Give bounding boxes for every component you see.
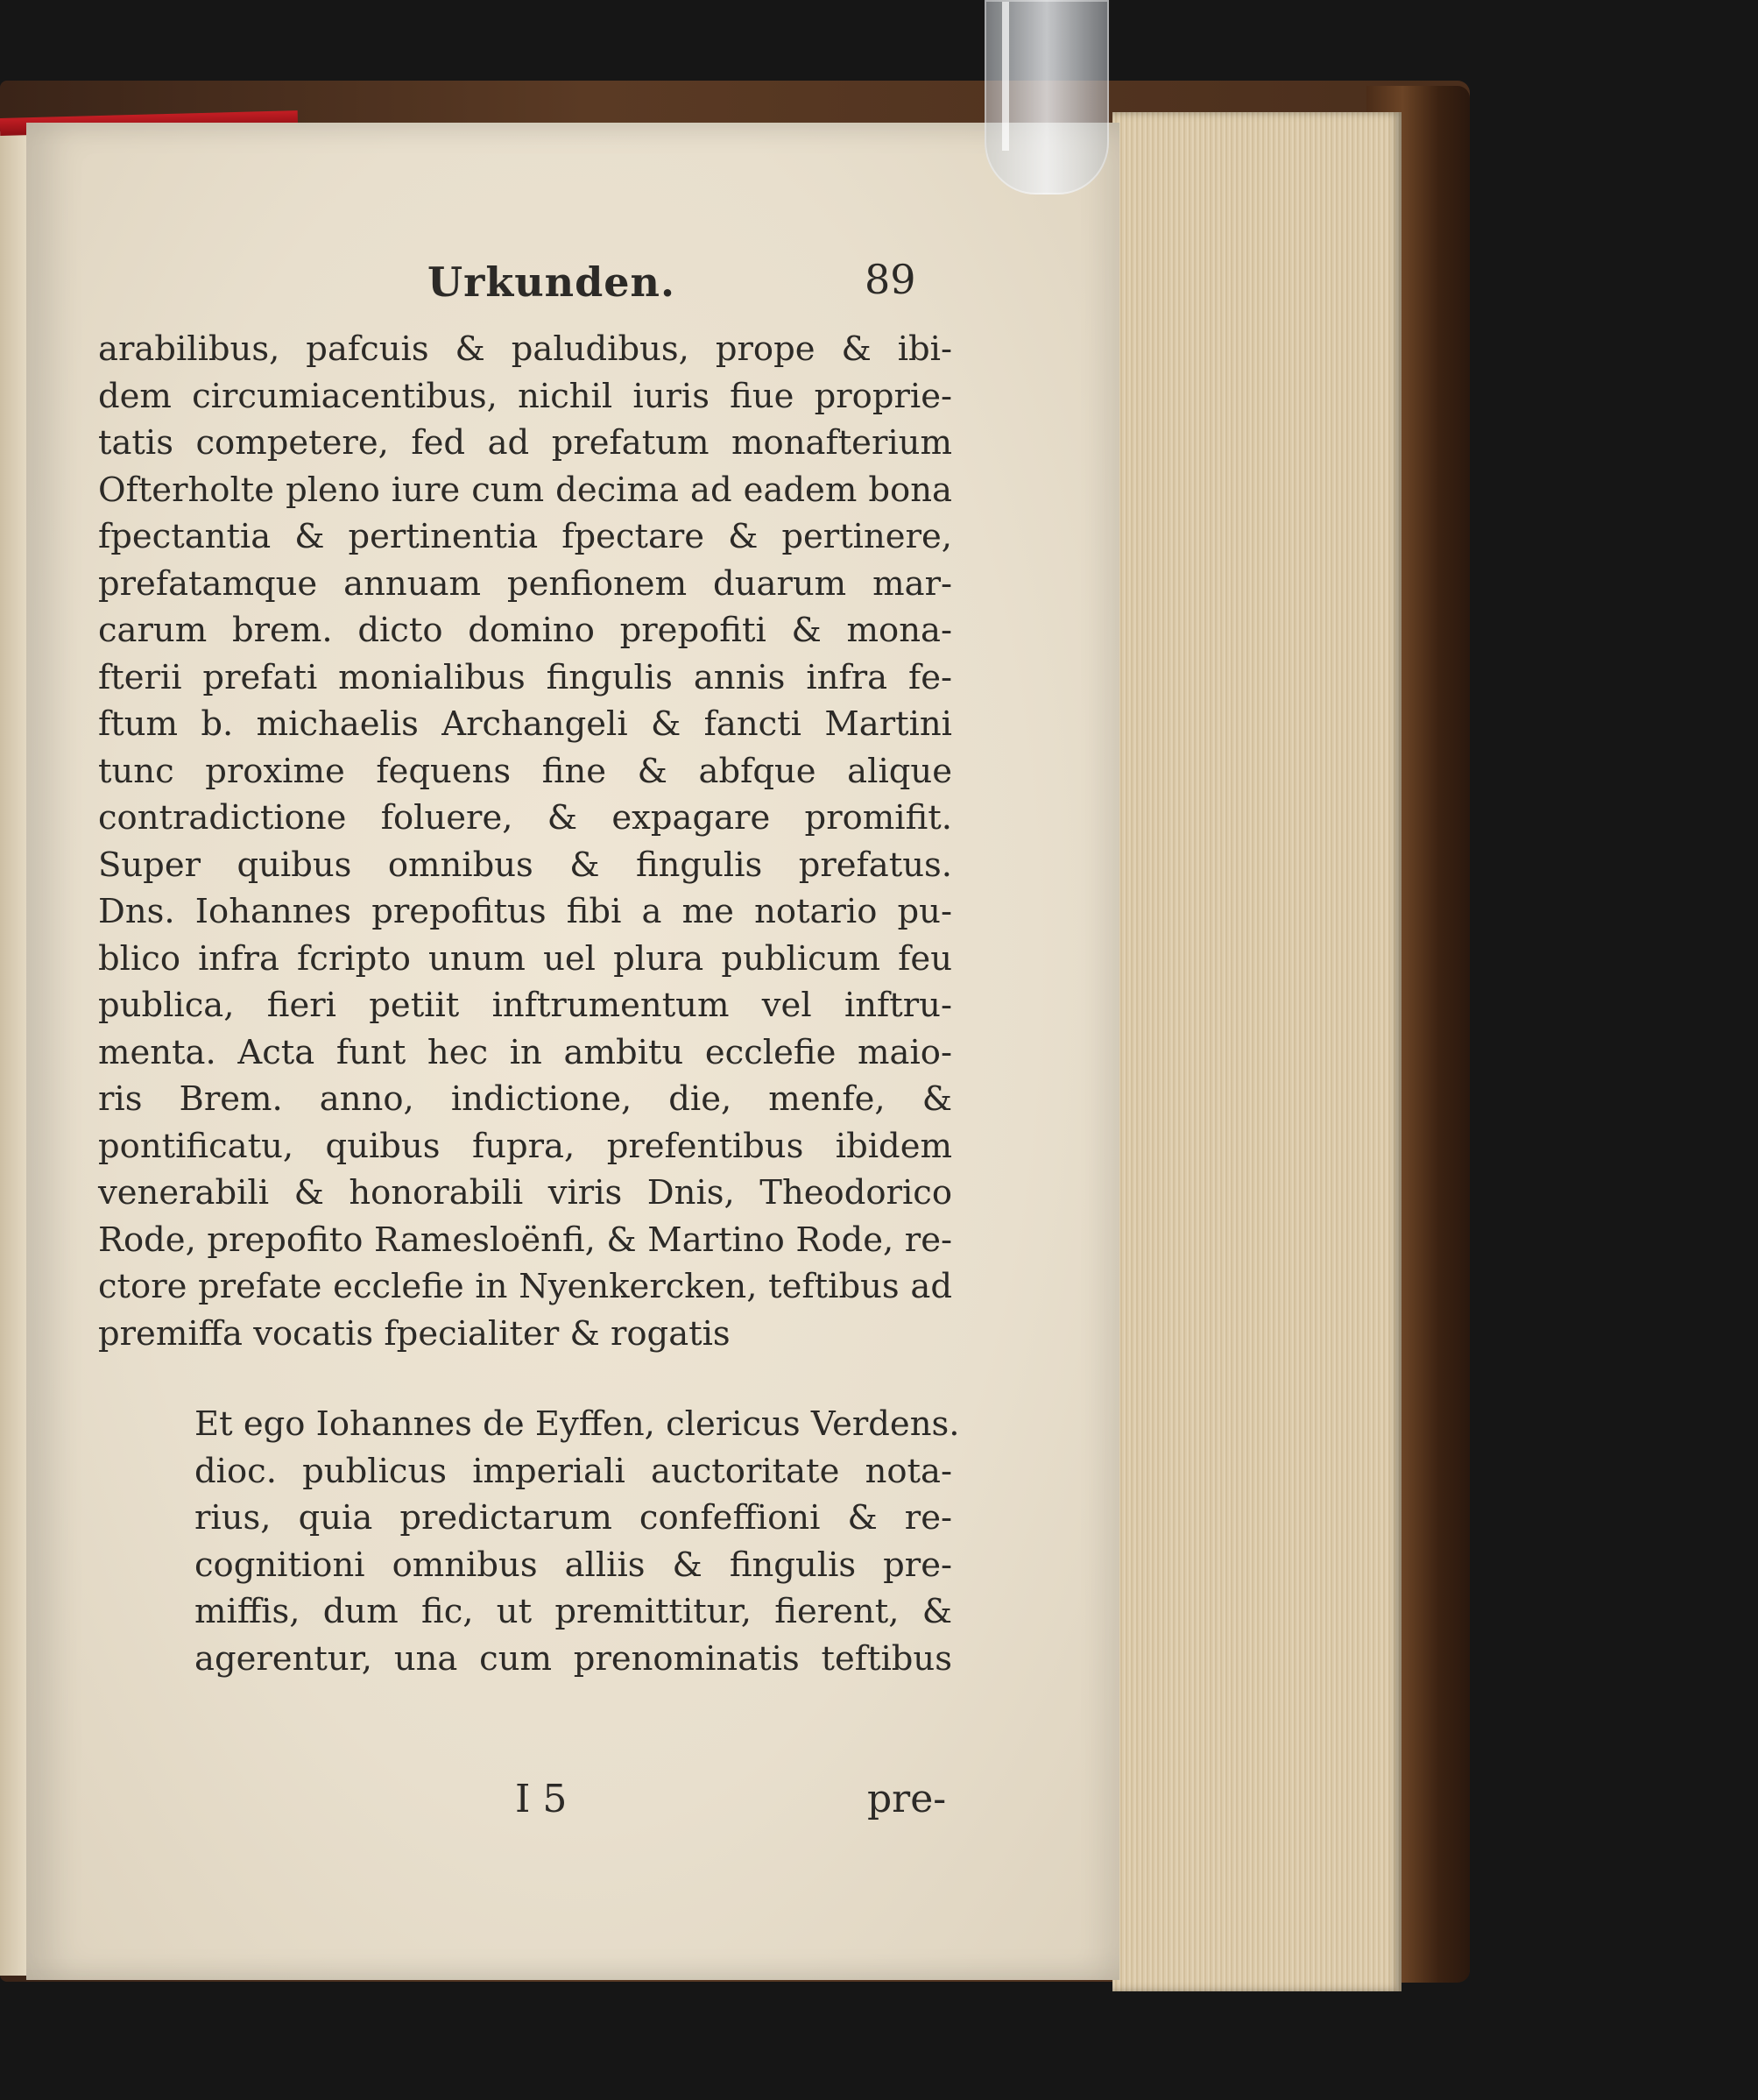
page-body (98, 326, 960, 1682)
text-line: Ofterholte pleno iure cum decima ad eadem bona (98, 470, 952, 510)
text-line: tatis competere, fed ad prefatum monafterium (98, 423, 952, 463)
paragraph-main (98, 326, 952, 1357)
text-line: dioc. publicus imperiali auctoritate nota- (194, 1451, 952, 1491)
text-line: Et ego Iohannes de Eyffen, clericus Verdens. (194, 1404, 960, 1444)
text-line: tunc proxime fequens fine & abfque alique (98, 751, 952, 791)
text-line: miffis, dum fic, ut premittitur, fierent, & (194, 1592, 952, 1631)
text-line: rius, quia predictarum confeffioni & re- (194, 1498, 952, 1538)
text-line: cognitioni omnibus alliis & fingulis pre- (194, 1545, 952, 1585)
text-line: arabilibus, pafcuis & paludibus, prope & ibi- (98, 329, 952, 369)
text-line: Rode, prepofito Ramesloënfi, & Martino Rode, re- (98, 1220, 952, 1260)
running-head: Urkunden. (427, 258, 676, 306)
text-line: blico infra fcripto unum uel plura publicum feu (98, 938, 952, 979)
page-fore-edge (1112, 112, 1401, 1991)
page-number: 89 (865, 256, 916, 303)
text-line: Super quibus omnibus & fingulis prefatus. (98, 845, 952, 885)
text-line: Dns. Iohannes prepofitus fibi a me notario pu- (98, 892, 952, 931)
text-line: ftum b. michaelis Archangeli & fancti Martini (98, 704, 952, 744)
text-line: agerentur, una cum prenominatis teftibus (194, 1638, 952, 1679)
text-line: menta. Acta funt hec in ambitu ecclefie maio- (98, 1032, 952, 1072)
text-line: carum brem. dicto domino prepofiti & mona- (98, 611, 952, 650)
text-line: fterii prefati monialibus fingulis annis infra fe- (98, 657, 952, 697)
text-line: ctore prefate ecclefie in Nyenkercken, teftibus ad (98, 1267, 952, 1306)
signature-mark: I 5 (515, 1777, 568, 1821)
plastic-bookmark-clip (985, 0, 1109, 194)
verso-page-sliver (0, 131, 26, 1976)
text-line: pontificatu, quibus fupra, prefentibus ibidem (98, 1126, 952, 1166)
paragraph-notary (98, 1401, 960, 1682)
text-line: publica, fieri petiit inftrumentum vel inftru- (98, 986, 952, 1025)
text-line: dem circumiacentibus, nichil iuris fiue proprie- (98, 376, 952, 416)
text-line: prefatamque annuam penfionem duarum mar- (98, 563, 952, 604)
text-line: venerabili & honorabili viris Dnis, Theodorico (98, 1173, 952, 1213)
text-line: contradictione foluere, & expagare promifit. (98, 798, 952, 838)
text-line: ris Brem. anno, indictione, die, menfe, & (98, 1079, 952, 1119)
text-line: fpectantia & pertinentia fpectare & pertinere, (98, 517, 952, 556)
catchword: pre- (867, 1777, 947, 1821)
text-line: premiffa vocatis fpecialiter & rogatis (98, 1313, 731, 1354)
